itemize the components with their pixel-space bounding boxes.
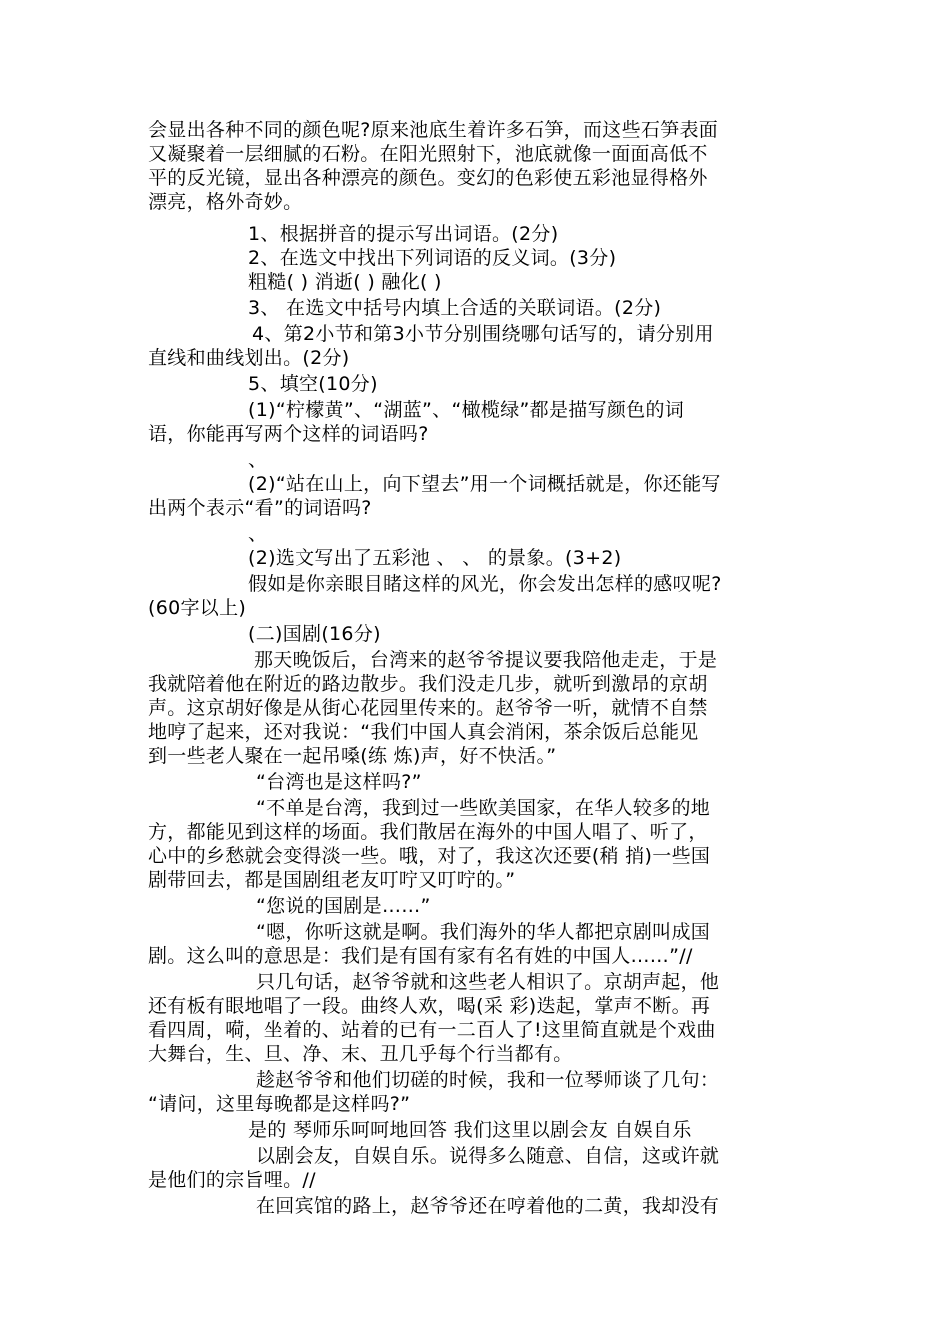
answer-blank: 、 — [248, 449, 268, 471]
text-line: 趁赵爷爷和他们切磋的时候，我和一位琴师谈了几句： — [256, 1069, 720, 1091]
text-line: 声。这京胡好像是从街心花园里传来的。赵爷爷一听，就情不自禁 — [148, 697, 708, 719]
text-line: “嗯，你听这就是啊。我们海外的华人都把京剧叫成国 — [256, 921, 711, 943]
question-1: 1、根据拼音的提示写出词语。(2分) — [248, 223, 559, 245]
section-heading: (二)国剧(16分) — [248, 623, 381, 645]
text-line: 漂亮，格外奇妙。 — [148, 191, 303, 213]
question-2: 2、在选文中找出下列词语的反义词。(3分) — [248, 247, 617, 269]
text-line: “台湾也是这样吗?” — [256, 771, 422, 793]
text-line: 方，都能见到这样的场面。我们散居在海外的中国人唱了、听了， — [148, 821, 708, 843]
text-line: 出两个表示“看”的词语吗? — [148, 497, 372, 519]
question-5-3: (2)选文写出了五彩池 、 、 的景象。(3+2) — [248, 547, 622, 569]
text-line: 是他们的宗旨哩。// — [148, 1169, 316, 1191]
text-line: 只几句话，赵爷爷就和这些老人相识了。京胡声起，他 — [256, 971, 720, 993]
question-4: 4、第2小节和第3小节分别围绕哪句话写的，请分别用 — [252, 323, 714, 345]
question-5-4: 假如是你亲眼目睹这样的风光，你会发出怎样的感叹呢? — [248, 573, 722, 595]
question-5-2: (2)“站在山上，向下望去”用一个词概括就是，你还能写 — [248, 473, 721, 495]
text-line: 大舞台，生、旦、净、末、丑几乎每个行当都有。 — [148, 1043, 573, 1065]
text-line: 以剧会友，自娱自乐。说得多么随意、自信，这或许就 — [256, 1145, 720, 1167]
question-5: 5、填空(10分) — [248, 373, 378, 395]
text-line: 到一些老人聚在一起吊嗓(练 炼)声，好不快活。” — [148, 745, 557, 767]
text-line: 语，你能再写两个这样的词语吗? — [148, 423, 429, 445]
text-line: 又凝聚着一层细腻的石粉。在阳光照射下，池底就像一面面高低不 — [148, 143, 708, 165]
text-line: 剧带回去，都是国剧组老友叮咛又叮咛的。” — [148, 869, 516, 891]
text-line: 会显出各种不同的颜色呢?原来池底生着许多石笋，而这些石笋表面 — [148, 119, 719, 141]
answer-blank: 、 — [248, 523, 268, 545]
text-line: 平的反光镜，显出各种漂亮的颜色。变幻的色彩使五彩池显得格外 — [148, 167, 708, 189]
text-line: (60字以上) — [148, 597, 247, 619]
text-line: 在回宾馆的路上，赵爷爷还在哼着他的二黄，我却没有 — [256, 1195, 720, 1217]
question-5-1: (1)“柠檬黄”、“湖蓝”、“橄榄绿”都是描写颜色的词 — [248, 399, 685, 421]
text-line: 看四周，嗬，坐着的、站着的已有一二百人了!这里简直就是个戏曲 — [148, 1019, 716, 1041]
text-line: “不单是台湾，我到过一些欧美国家，在华人较多的地 — [256, 797, 711, 819]
question-3: 3、 在选文中括号内填上合适的关联词语。(2分) — [248, 297, 662, 319]
text-line: 我就陪着他在附近的路边散步。我们没走几步，就听到激昂的京胡 — [148, 673, 708, 695]
text-line: 心中的乡愁就会变得淡一些。哦，对了，我这次还要(稍 捎)一些国 — [148, 845, 711, 867]
text-line: 还有板有眼地唱了一段。曲终人欢，喝(采 彩)迭起，掌声不断。再 — [148, 995, 711, 1017]
text-line: 直线和曲线划出。(2分) — [148, 347, 350, 369]
text-line: “您说的国剧是……” — [256, 895, 431, 917]
text-line: 剧。这么叫的意思是：我们是有国有家有名有姓的中国人……”// — [148, 945, 693, 967]
text-line: 地哼了起来，还对我说：“我们中国人真会消闲，茶余饭后总能见 — [148, 721, 699, 743]
text-line: 那天晚饭后，台湾来的赵爷爷提议要我陪他走走，于是 — [254, 649, 718, 671]
text-line: “请问，这里每晚都是这样吗?” — [148, 1093, 411, 1115]
text-line: 是的 琴师乐呵呵地回答 我们这里以剧会友 自娱自乐 — [248, 1119, 692, 1141]
antonym-blanks: 粗糙( ) 消逝( ) 融化( ) — [248, 271, 442, 293]
